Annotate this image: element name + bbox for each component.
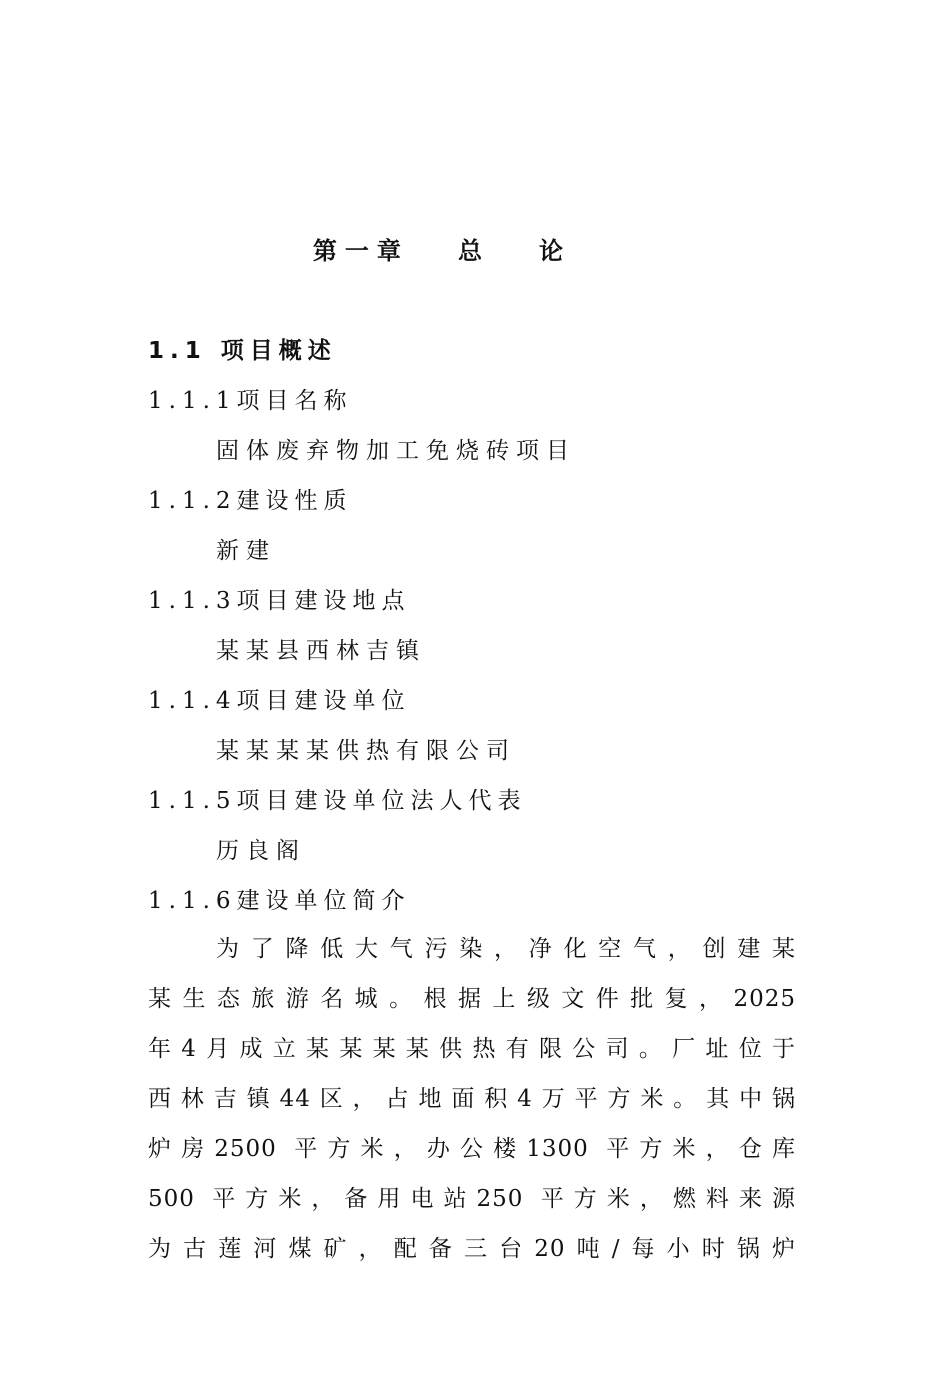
paragraph-line: 为古莲河煤矿，配备三台20吨/每小时锅炉 (148, 1236, 796, 1262)
item-value-construction-unit: 某某某某供热有限公司 (216, 738, 516, 764)
item-heading-project-name: 1.1.1项目名称 (148, 388, 353, 414)
paragraph-line: 炉房2500 平方米，办公楼1300 平方米，仓库 (148, 1136, 796, 1162)
item-value-construction-nature: 新建 (216, 538, 276, 564)
item-heading-unit-profile: 1.1.6建设单位简介 (148, 888, 411, 914)
item-heading-construction-unit: 1.1.4项目建设单位 (148, 688, 411, 714)
paragraph-line: 为了降低大气污染，净化空气，创建某 (216, 936, 796, 962)
item-heading-construction-nature: 1.1.2建设性质 (148, 488, 353, 514)
paragraph-line: 西林吉镇44区，占地面积4万平方米。其中锅 (148, 1086, 796, 1112)
paragraph-line: 某生态旅游名城。根据上级文件批复，2025 (148, 986, 796, 1012)
paragraph-line: 年4月成立某某某某供热有限公司。厂址位于 (148, 1036, 796, 1062)
item-value-location: 某某县西林吉镇 (216, 638, 426, 664)
item-value-project-name: 固体废弃物加工免烧砖项目 (216, 438, 576, 464)
chapter-title: 第一章 总 论 (312, 237, 572, 265)
item-heading-legal-representative: 1.1.5项目建设单位法人代表 (148, 788, 527, 814)
section-title: 1.1 项目概述 (148, 338, 337, 364)
item-heading-location: 1.1.3项目建设地点 (148, 588, 411, 614)
item-value-legal-representative: 历良阁 (216, 838, 306, 864)
paragraph-line: 500 平方米，备用电站250 平方米，燃料来源 (148, 1186, 796, 1212)
